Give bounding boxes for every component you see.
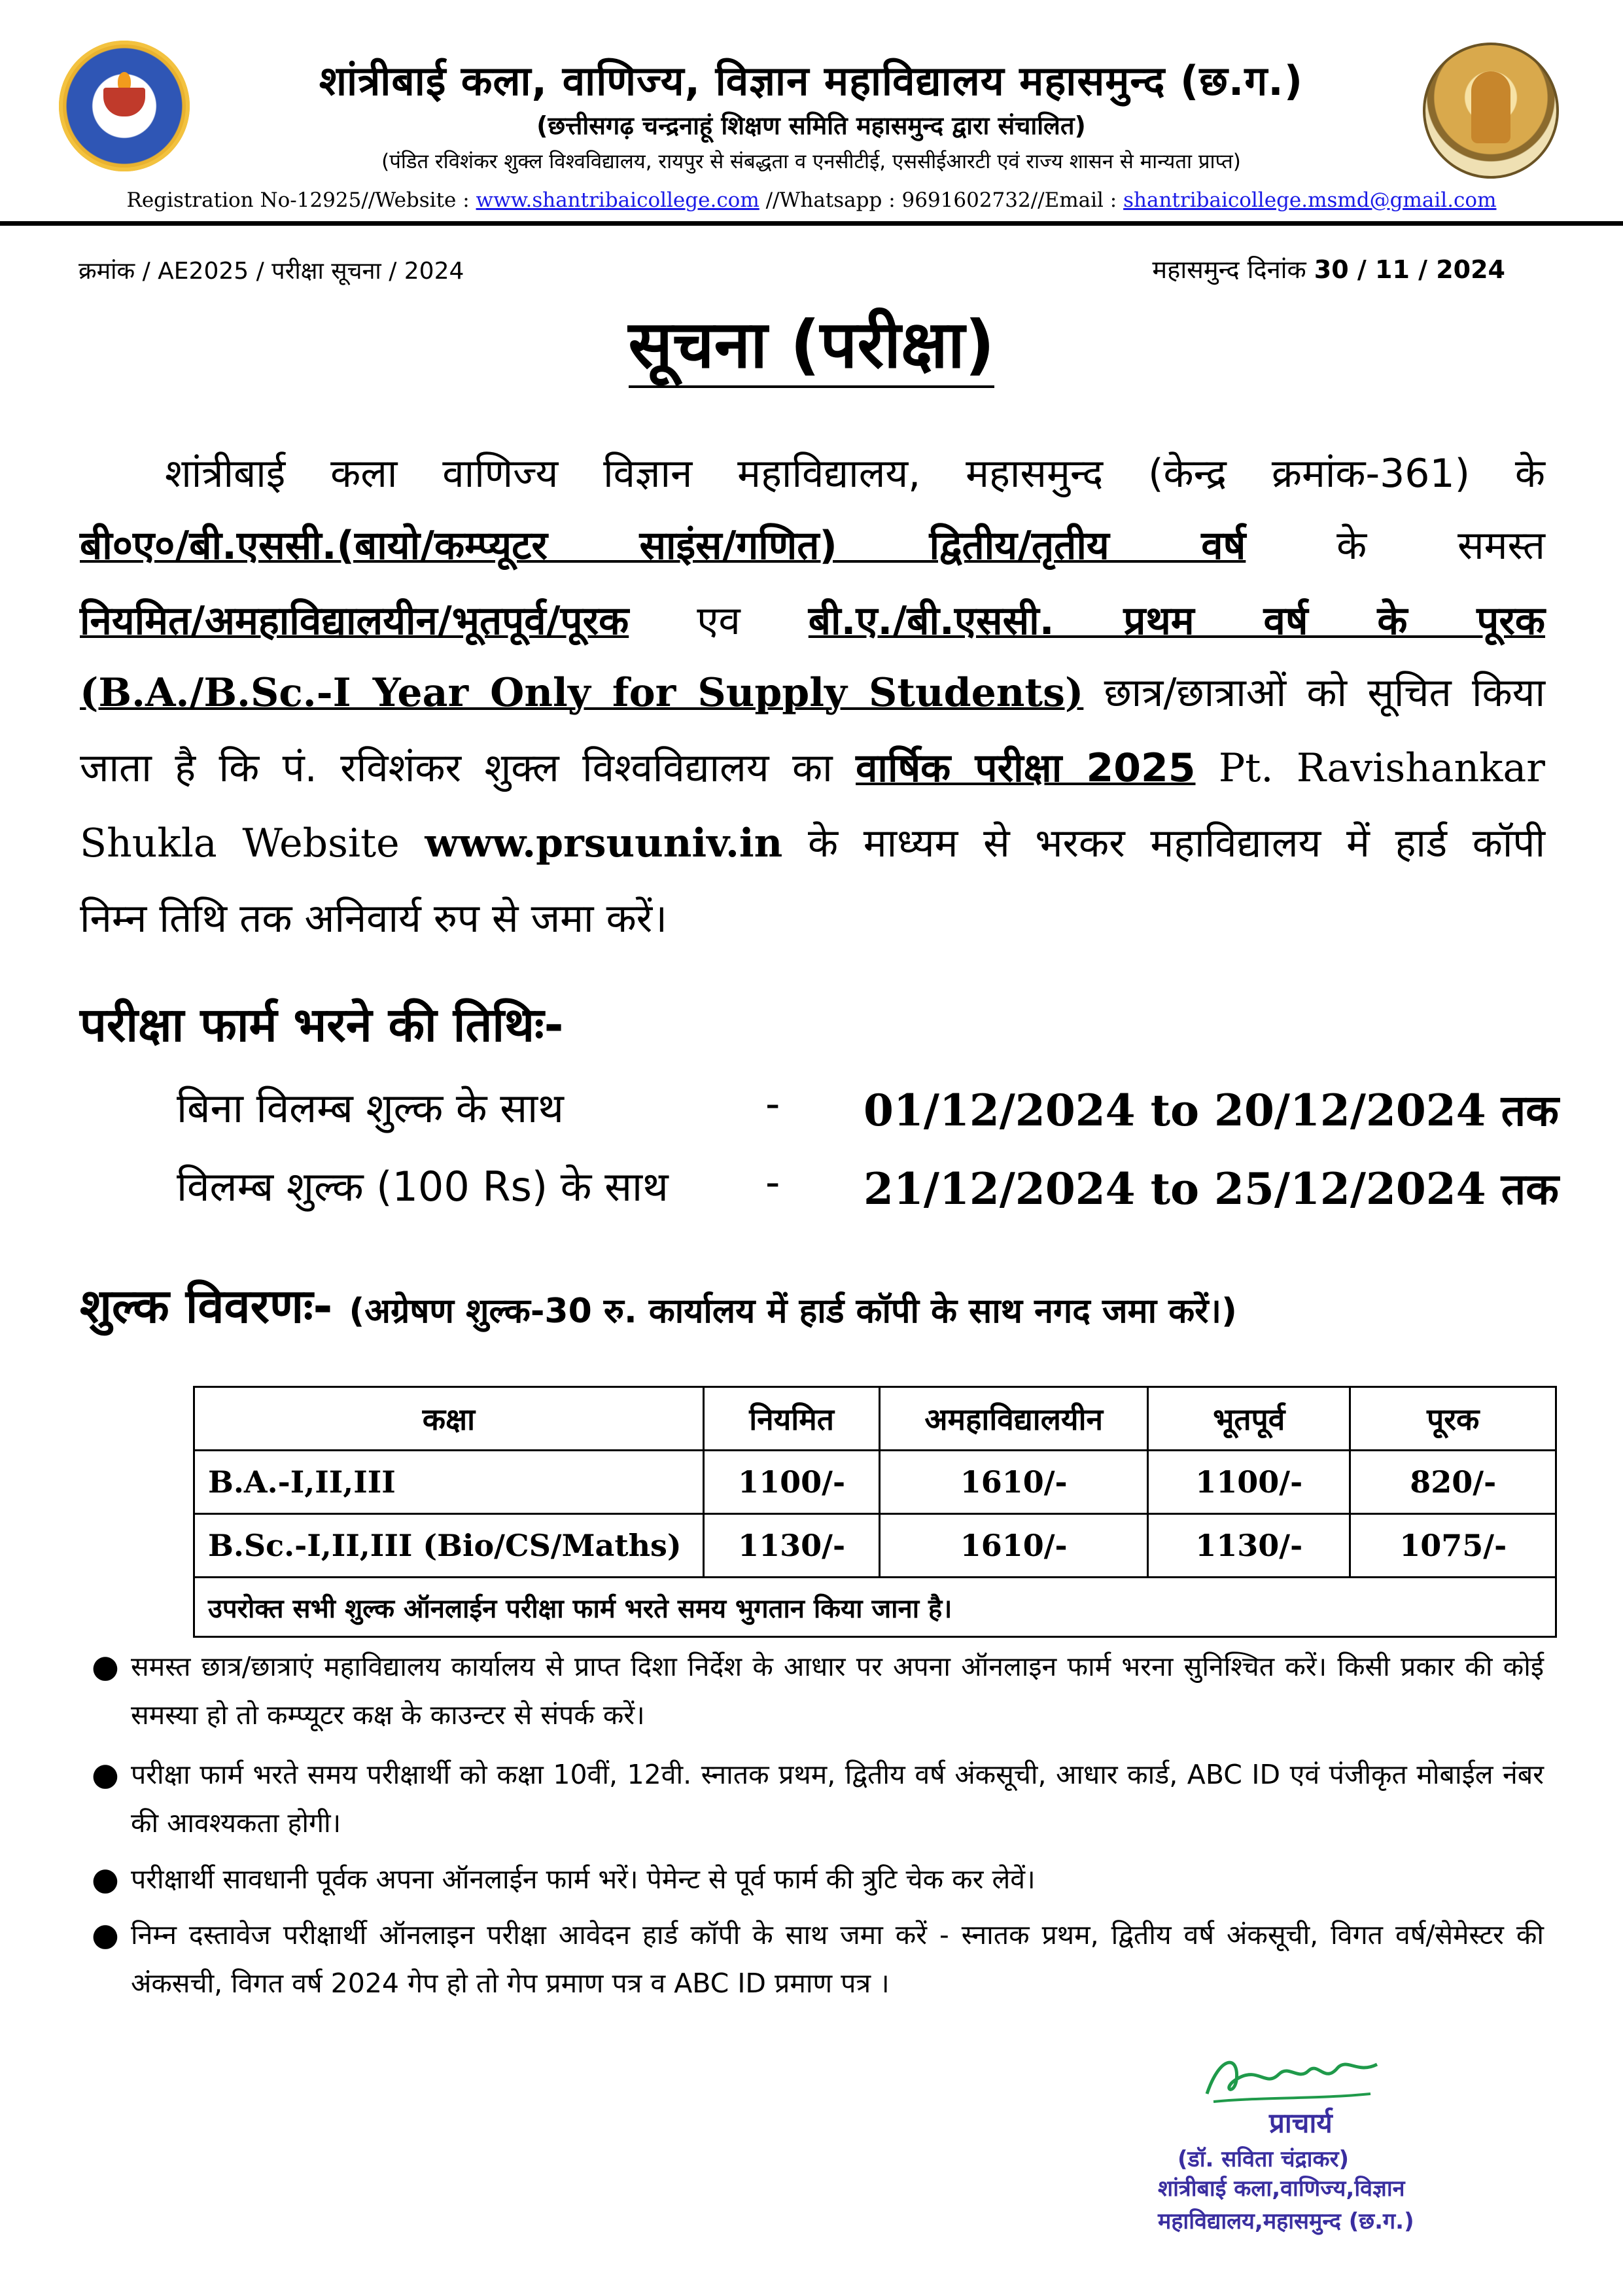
instruction-text: निम्न दस्तावेज परीक्षार्थी ऑनलाइन परीक्षा आवेदन हार्ड कॉपी के साथ जमा करें - स्नातक प्रथम, द्वितीय वर्ष अंकसूची, विगत वर्ष/सेमेस्टर की अंकसची, विगत वर्ष 2024 गेप हो तो गेप प्रमाण पत्र व ABC ID प्रमाण पत्र । [131,1919,1544,1999]
column-header: अमहाविद्यालयीन [880,1387,1148,1451]
paragraph-line-4-rest: छात्र/छात्राओं को सूचित किया [1083,670,1545,716]
reference-number: क्रमांक / AE2025 / परीक्षा सूचना / 2024 [79,258,464,285]
paragraph-line-6-b: के माध्यम से भरकर महाविद्यालय में हार्ड कॉपी [782,821,1545,866]
fee-table [193,1386,1557,1638]
column-header: कक्षा [194,1387,704,1451]
website-link[interactable]: www.shantribaicollege.com [476,188,759,212]
dates-heading: परीक्षा फार्म भरने की तिथिः- [80,997,564,1052]
instruction-item [92,1642,1544,1739]
supply-students-text: (B.A./B.Sc.-I Year Only for Supply Students) [80,670,1084,716]
paragraph-line-4 [80,664,1545,718]
table-cell: 1610/- [880,1514,1148,1578]
notice-title-text: सूचना (परीक्षा) [629,306,995,388]
date-row-range: 01/12/2024 to 20/12/2024 तक [864,1085,1559,1136]
stamp-line: शांत्रीबाई कला,वाणिज्य,विज्ञान [1158,2176,1405,2202]
instruction-item [92,1911,1544,2007]
table-cell: 1130/- [703,1514,880,1578]
instruction-item [92,1855,1544,1903]
contact-line [65,188,1558,212]
affiliation-line: (पंडित रविशंकर शुक्ल विश्वविद्यालय, रायपुर से संबद्धता व एनसीटीई, एससीईआरटी एवं राज्य शासन से मान्यता प्राप्त) [381,150,1241,173]
table-cell: B.Sc.-I,II,III (Bio/CS/Maths) [194,1514,704,1578]
paragraph-line-7: निम्न तिथि तक अनिवार्य रुप से जमा करें। [80,896,667,942]
header-divider [0,221,1623,226]
date-row-dash: - [765,1080,780,1127]
column-header: पूरक [1350,1387,1556,1451]
courses-text: बी०ए०/बी.एससी.(बायो/कम्प्यूटर साइंस/गणित) द्वितीय/तृतीय वर्ष [80,523,1246,569]
paragraph-line-6-a: Shukla Website [80,821,425,866]
table-footnote-row [194,1578,1556,1637]
society-line: (छत्तीसगढ़ चन्द्रनाहूं शिक्षण समिति महासमुन्द द्वारा संचालित) [536,111,1086,140]
bullet-icon: ● [92,1648,119,1685]
date-label: महासमुन्द दिनांक [1152,255,1314,284]
bullet-icon: ● [92,1861,119,1898]
university-website[interactable]: www.prsuuniv.in [425,821,783,866]
instruction-text: समस्त छात्र/छात्राएं महाविद्यालय कार्यालय से प्राप्त दिशा निर्देश के आधार पर अपना ऑनलाइन फार्म भरना सुनिश्चित करें। किसी प्रकार की कोई समस्या हो तो कम्प्यूटर कक्ष के काउन्टर से संपर्क करें। [131,1651,1544,1731]
table-row [194,1451,1556,1514]
notice-date [1152,252,1505,286]
column-header: नियमित [703,1387,880,1451]
bullet-icon: ● [92,1916,119,1953]
principal-signature [1200,2041,1384,2113]
table-cell: B.A.-I,II,III [194,1451,704,1514]
stamp-line: (डॉ. सविता चंद्राकर) [1178,2146,1350,2172]
column-header: भूतपूर्व [1147,1387,1350,1451]
paragraph-line-3-mid: एव [629,598,809,644]
saraswati-emblem [1423,43,1559,179]
paragraph-line-2-rest: के समस्त [1246,523,1545,569]
paragraph-line-5 [80,739,1545,793]
paragraph-line-5-b: Pt. Ravishankar [1195,745,1545,791]
table-cell: 1075/- [1350,1514,1556,1578]
table-cell: 1100/- [703,1451,880,1514]
annual-exam-text: वार्षिक परीक्षा 2025 [856,745,1196,791]
stamp-line: महाविद्यालय,महासमुन्द (छ.ग.) [1158,2208,1414,2234]
table-cell: 1130/- [1147,1514,1350,1578]
paragraph-line-1: शांत्रीबाई कला वाणिज्य विज्ञान महाविद्यालय, महासमुन्द (केन्द्र क्रमांक-361) के [165,451,1545,497]
whatsapp-text: //Whatsapp : 9691602732//Email : [759,188,1124,212]
college-name: शांत्रीबाई कला, वाणिज्य, विज्ञान महाविद्यालय महासमुन्द (छ.ग.) [319,57,1304,105]
table-footnote: उपरोक्त सभी शुल्क ऑनलाईन परीक्षा फार्म भरते समय भुगतान किया जाना है। [194,1578,1556,1637]
date-row-label: विलम्ब शुल्क (100 Rs) के साथ [177,1163,669,1210]
notice-title [0,298,1623,387]
fee-heading [80,1273,1237,1337]
fee-heading-text: शुल्क विवरणः- [80,1279,349,1333]
bullet-icon: ● [92,1756,119,1793]
paragraph-line-3 [80,592,1545,646]
categories-text: नियमित/अमहाविद्यालयीन/भूतपूर्व/पूरक [80,598,629,644]
date-row-range: 21/12/2024 to 25/12/2024 तक [864,1163,1559,1214]
table-cell: 1100/- [1147,1451,1350,1514]
table-cell: 820/- [1350,1451,1556,1514]
paragraph-line-5-a: जाता है कि पं. रविशंकर शुक्ल विश्वविद्यालय का [80,745,856,791]
fee-heading-note: (अग्रेषण शुल्क-30 रु. कार्यालय में हार्ड कॉपी के साथ नगद जमा करें।) [349,1292,1237,1331]
table-header-row [194,1387,1556,1451]
paragraph-line-2 [80,517,1545,571]
supply-text: बी.ए./बी.एससी. प्रथम वर्ष के पूरक [808,598,1545,644]
date-row-label: बिना विलम्ब शुल्क के साथ [177,1084,564,1132]
instruction-item [92,1750,1544,1847]
registration-text: Registration No-12925//Website : [126,188,476,212]
table-cell: 1610/- [880,1451,1148,1514]
email-link[interactable]: shantribaicollege.msmd@gmail.com [1123,188,1497,212]
college-logo [59,41,190,171]
paragraph-line-6 [80,815,1545,868]
instruction-text: परीक्षार्थी सावधानी पूर्वक अपना ऑनलाईन फार्म भरें। पेमेन्ट से पूर्व फार्म की त्रुटि चेक कर लेवें। [131,1863,1036,1895]
date-value: 30 / 11 / 2024 [1314,255,1505,284]
date-row-dash: - [765,1158,780,1206]
instruction-text: परीक्षा फार्म भरते समय परीक्षार्थी को कक्षा 10वीं, 12वी. स्नातक प्रथम, द्वितीय वर्ष अंकसूची, आधार कार्ड, ABC ID एवं पंजीकृत मोबाईल नंबर की आवश्यकता होगी। [131,1759,1544,1839]
table-row [194,1514,1556,1578]
signatory-title: प्राचार्य [1269,2107,1333,2139]
